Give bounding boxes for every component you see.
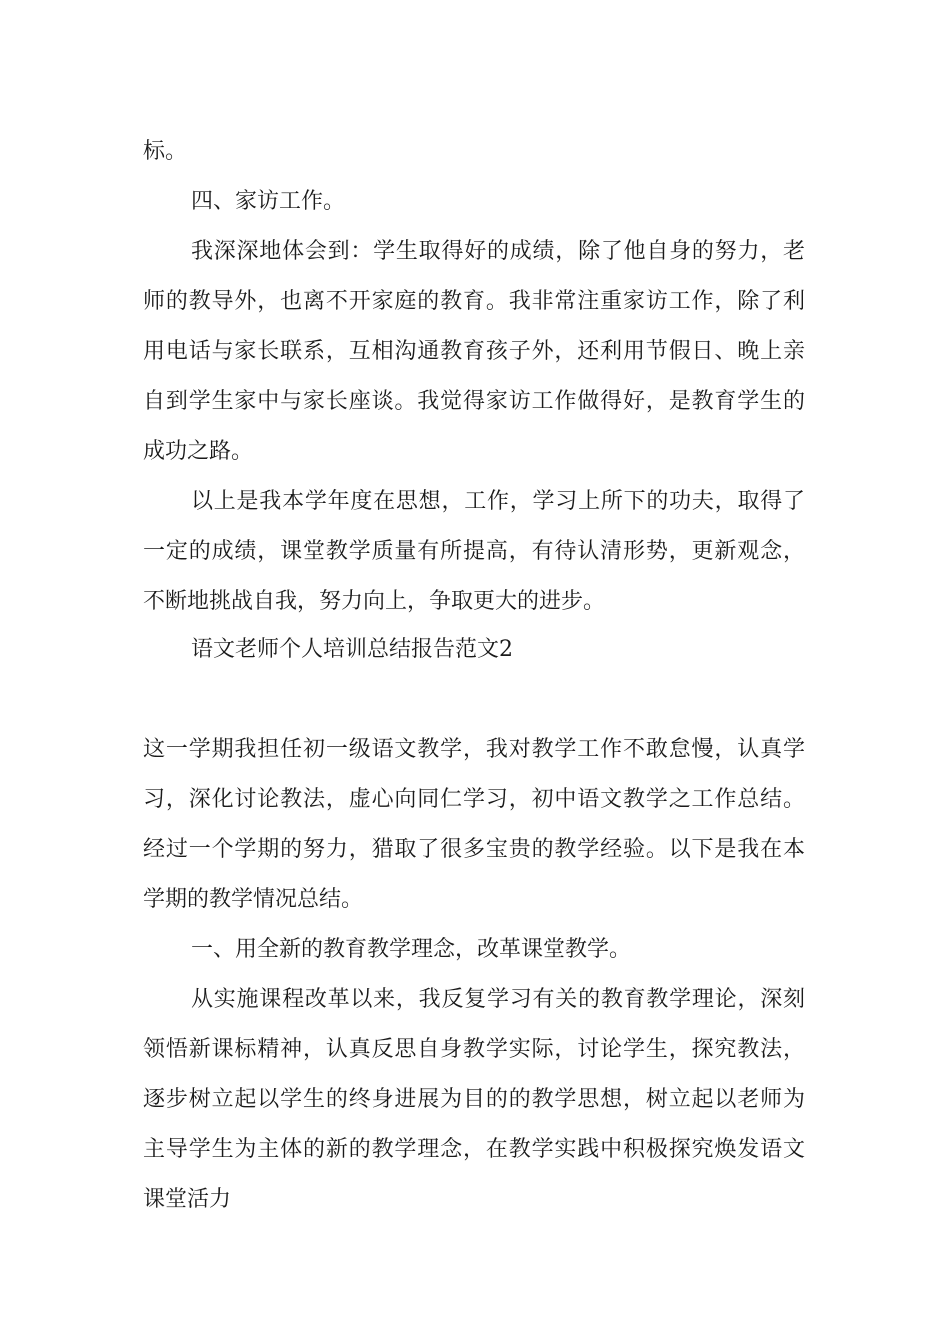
- section-heading-new-teaching-concept: 一、用全新的教育教学理念，改革课堂教学。: [191, 937, 632, 962]
- paragraph-line: 学期的教学情况总结。: [143, 887, 364, 912]
- text-line-continuation: 标。: [143, 139, 188, 164]
- paragraph-line: 师的教导外，也离不开家庭的教育。我非常注重家访工作，除了利: [143, 289, 805, 314]
- paragraph-line: 课堂活力: [143, 1187, 232, 1212]
- paragraph-line: 从实施课程改革以来，我反复学习有关的教育教学理论，深刻: [191, 987, 805, 1012]
- paragraph-line: 用电话与家长联系，互相沟通教育孩子外，还利用节假日、晚上亲: [143, 339, 805, 364]
- paragraph-line: 我深深地体会到：学生取得好的成绩，除了他自身的努力，老: [191, 239, 805, 264]
- paragraph-line: 习，深化讨论教法，虚心向同仁学习，初中语文教学之工作总结。: [143, 787, 805, 812]
- paragraph-line: 自到学生家中与家长座谈。我觉得家访工作做得好，是教育学生的: [143, 389, 805, 414]
- article-title: 语文老师个人培训总结报告范文2: [191, 637, 513, 662]
- paragraph-line: 逐步树立起以学生的终身进展为目的的教学思想，树立起以老师为: [143, 1087, 805, 1112]
- paragraph-line: 这一学期我担任初一级语文教学，我对教学工作不敢怠慢，认真学: [143, 737, 805, 762]
- paragraph-line: 成功之路。: [143, 439, 254, 464]
- paragraph-line: 领悟新课标精神，认真反思自身教学实际，讨论学生，探究教法，: [143, 1037, 805, 1062]
- section-heading-home-visits: 四、家访工作。: [191, 189, 346, 214]
- paragraph-line: 不断地挑战自我，努力向上，争取更大的进步。: [143, 589, 606, 614]
- paragraph-line: 以上是我本学年度在思想，工作，学习上所下的功夫，取得了: [191, 489, 805, 514]
- paragraph-line: 一定的成绩，课堂教学质量有所提高，有待认清形势，更新观念，: [143, 539, 805, 564]
- paragraph-line: 主导学生为主体的新的教学理念，在教学实践中积极探究焕发语文: [143, 1137, 805, 1162]
- paragraph-line: 经过一个学期的努力，猎取了很多宝贵的教学经验。以下是我在本: [143, 837, 805, 862]
